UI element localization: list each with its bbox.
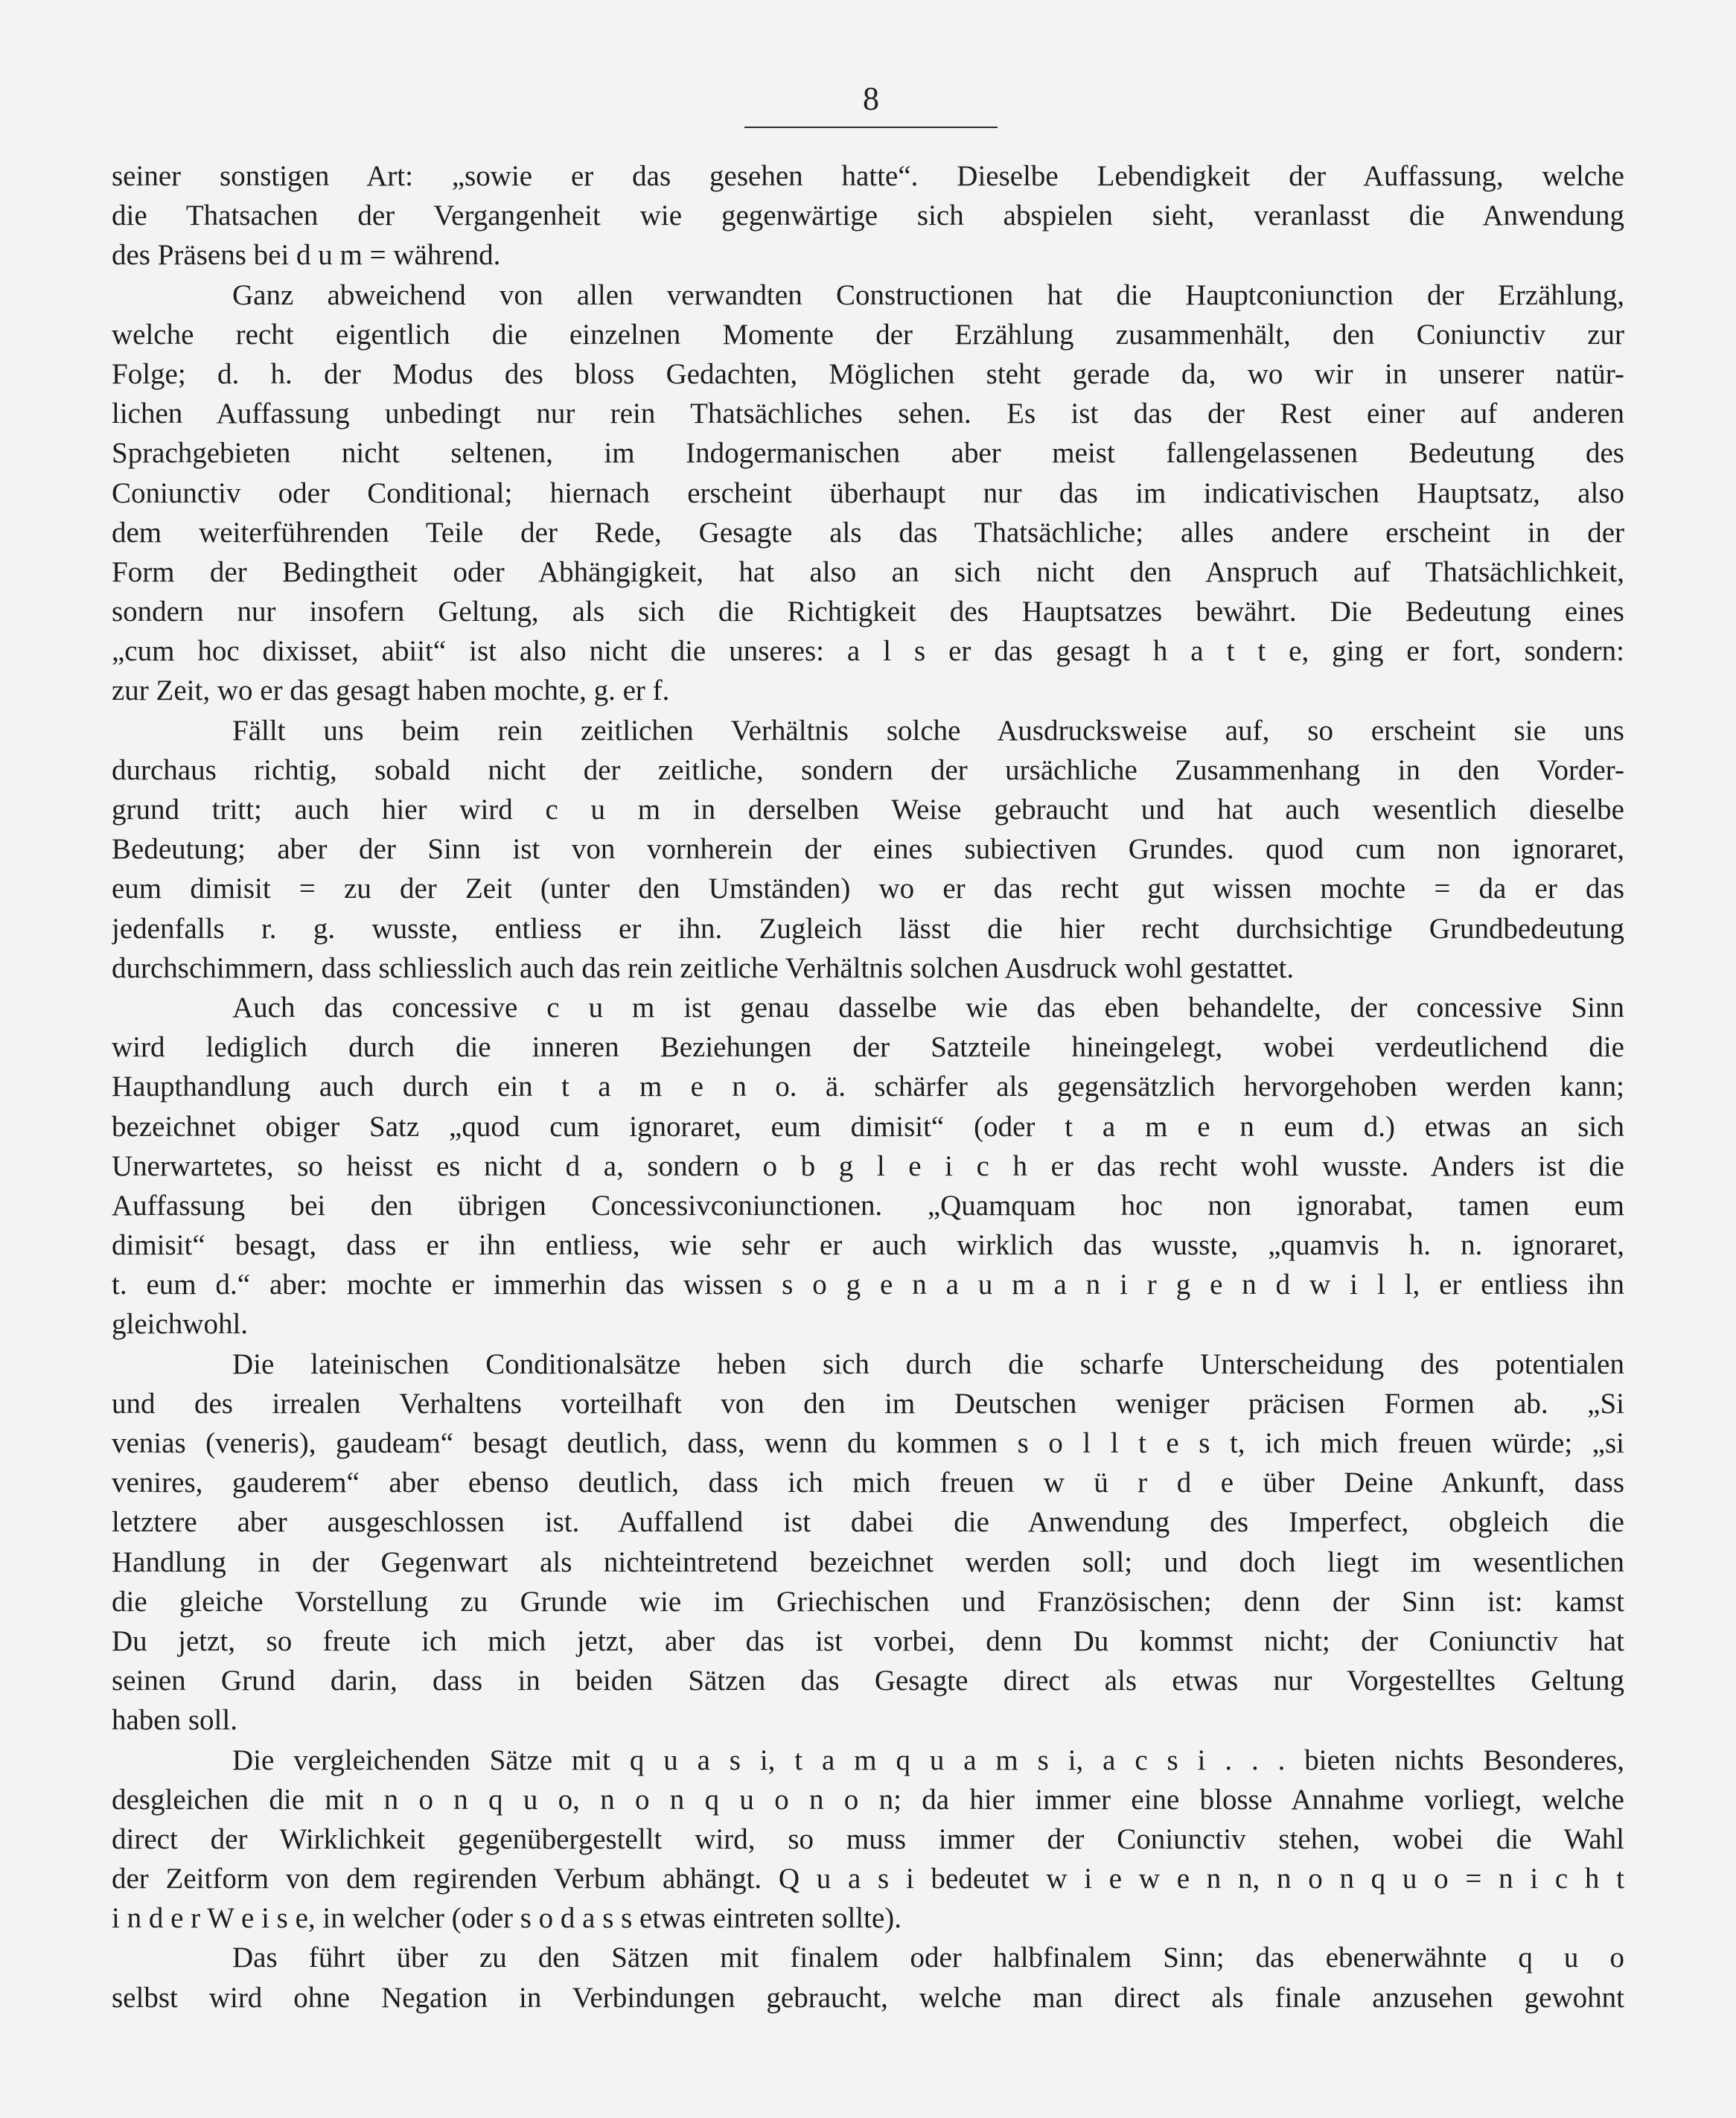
text-line: i n d e r W e i s e, in welcher (oder s o d a s s etwas eintreten sollte). bbox=[112, 1902, 901, 1935]
text-line: des Präsens bei d u m = während. bbox=[112, 239, 501, 272]
text-line: bezeichnet obiger Satz „quod cum ignoraret, eum dimisit“ (oder t a m e n eum d.) etwas an sich bbox=[112, 1110, 1624, 1143]
text-line: zur Zeit, wo er das gesagt haben mochte, g. er f. bbox=[112, 674, 670, 707]
text-line: eum dimisit = zu der Zeit (unter den Umständen) wo er das recht gut wissen mochte = da er das bbox=[112, 873, 1624, 905]
text-line: venias (veneris), gaudeam“ besagt deutlich, dass, wenn du kommen s o l l t e s t, ich mich freuen würde; „si bbox=[112, 1427, 1624, 1459]
text-line: Coniunctiv oder Conditional; hiernach erscheint überhaupt nur das im indicativischen Hauptsatz, also bbox=[112, 476, 1624, 509]
text-line: wird lediglich durch die inneren Beziehungen der Satzteile hineingelegt, wobei verdeutlichend die bbox=[112, 1031, 1624, 1064]
text-line: welche recht eigentlich die einzelnen Momente der Erzählung zusammenhält, den Coniunctiv zur bbox=[112, 318, 1624, 351]
text-line: seiner sonstigen Art: „sowie er das gesehen hatte“. Dieselbe Lebendigkeit der Auffassung, welche bbox=[112, 160, 1624, 192]
text-line: haben soll. bbox=[112, 1704, 237, 1737]
text-line: venires, gauderem“ aber ebenso deutlich, dass ich mich freuen w ü r d e über Deine Ankunft, dass bbox=[112, 1467, 1624, 1499]
text-line: der Zeitform von dem regirenden Verbum abhängt. Q u a s i bedeutet w i e w e n n, n o n q u o = n i c h t bbox=[112, 1863, 1624, 1895]
text-line: gleichwohl. bbox=[112, 1308, 249, 1341]
text-line: durchaus richtig, sobald nicht der zeitliche, sondern der ursächliche Zusammenhang in den Vorder- bbox=[112, 753, 1624, 786]
text-line: Ganz abweichend von allen verwandten Constructionen hat die Hauptconiunction der Erzählung, bbox=[232, 278, 1624, 311]
text-line: Haupthandlung auch durch ein t a m e n o. ä. schärfer als gegensätzlich hervorgehoben werden kann; bbox=[112, 1071, 1624, 1103]
text-line: Du jetzt, so freute ich mich jetzt, aber das ist vorbei, denn Du kommst nicht; der Coniunctiv hat bbox=[112, 1624, 1624, 1657]
text-line: desgleichen die mit n o n q u o, n o n q u o n o n; da hier immer eine blosse Annahme vorliegt, welche bbox=[112, 1783, 1624, 1816]
text-line: letztere aber ausgeschlossen ist. Auffallend ist dabei die Anwendung des Imperfect, obgleich die bbox=[112, 1506, 1624, 1539]
text-line: grund tritt; auch hier wird c u m in derselben Weise gebraucht und hat auch wesentlich dieselbe bbox=[112, 794, 1624, 826]
text-line: Handlung in der Gegenwart als nichteintretend bezeichnet werden soll; und doch liegt im wesentlichen bbox=[112, 1546, 1624, 1578]
text-line: Unerwartetes, so heisst es nicht d a, sondern o b g l e i c h er das recht wohl wusste. Anders ist die bbox=[112, 1149, 1624, 1182]
text-line: „cum hoc dixisset, abiit“ ist also nicht die unseres: a l s er das gesagt h a t t e, ging er fort, sondern: bbox=[112, 635, 1624, 668]
text-line: t. eum d.“ aber: mochte er immerhin das wissen s o g e n a u m a n i r g e n d w i l l, er entliess ihn bbox=[112, 1269, 1624, 1301]
page-number: 8 bbox=[863, 80, 879, 117]
text-line: die gleiche Vorstellung zu Grunde wie im Griechischen und Französischen; denn der Sinn ist: kamst bbox=[112, 1585, 1624, 1618]
text-line: seinen Grund darin, dass in beiden Sätzen das Gesagte direct als etwas nur Vorgestelltes Geltung bbox=[112, 1665, 1624, 1697]
text-line: jedenfalls r. g. wusste, entliess er ihn. Zugleich lässt die hier recht durchsichtige Grundbedeutung bbox=[112, 912, 1624, 945]
text-line: lichen Auffassung unbedingt nur rein Thatsächliches sehen. Es ist das der Rest einer auf anderen bbox=[112, 398, 1624, 430]
text-line: dem weiterführenden Teile der Rede, Gesagte als das Thatsächliche; alles andere erscheint in der bbox=[112, 516, 1624, 549]
text-line: durchschimmern, dass schliesslich auch das rein zeitliche Verhältnis solchen Ausdruck wohl gestattet. bbox=[112, 951, 1295, 984]
text-line: und des irrealen Verhaltens vorteilhaft von den im Deutschen weniger präcisen Formen ab. „Si bbox=[112, 1387, 1624, 1420]
text-line: Folge; d. h. der Modus des bloss Gedachten, Möglichen steht gerade da, wo wir in unserer natür- bbox=[112, 357, 1624, 390]
text-line: direct der Wirklichkeit gegenübergestellt wird, so muss immer der Coniunctiv stehen, wobei die Wahl bbox=[112, 1822, 1624, 1855]
text-line: dimisit“ besagt, dass er ihn entliess, wie sehr er auch wirklich das wusste, „quamvis h. n. ignoraret, bbox=[112, 1229, 1624, 1262]
body-text bbox=[112, 156, 1624, 2017]
text-line: Das führt über zu den Sätzen mit finalem oder halbfinalem Sinn; das ebenerwähnte q u o bbox=[232, 1942, 1624, 1974]
text-line: Bedeutung; aber der Sinn ist von vornherein der eines subiectiven Grundes. quod cum non ignoraret, bbox=[112, 833, 1624, 866]
text-line: Form der Bedingtheit oder Abhängigkeit, hat also an sich nicht den Anspruch auf Thatsächlichkeit, bbox=[112, 555, 1624, 588]
text-line: Sprachgebieten nicht seltenen, im Indogermanischen aber meist fallengelassenen Bedeutung des bbox=[112, 437, 1624, 470]
text-line: selbst wird ohne Negation in Verbindungen gebraucht, welche man direct als finale anzusehen gewohnt bbox=[112, 1981, 1624, 2014]
text-line: die Thatsachen der Vergangenheit wie gegenwärtige sich abspielen sieht, veranlasst die Anwendung bbox=[112, 200, 1624, 232]
text-line: sondern nur insofern Geltung, als sich die Richtigkeit des Hauptsatzes bewährt. Die Bedeutung eines bbox=[112, 596, 1624, 628]
header-rule bbox=[744, 127, 998, 128]
text-line: Die vergleichenden Sätze mit q u a s i, t a m q u a m s i, a c s i . . . bieten nichts Besonderes, bbox=[232, 1744, 1624, 1776]
text-line: Die lateinischen Conditionalsätze heben sich durch die scharfe Unterscheidung des potentialen bbox=[232, 1347, 1624, 1380]
text-line: Fällt uns beim rein zeitlichen Verhältnis solche Ausdrucksweise auf, so erscheint sie uns bbox=[232, 714, 1624, 747]
text-line: Auffassung bei den übrigen Concessivconiunctionen. „Quamquam hoc non ignorabat, tamen eum bbox=[112, 1189, 1624, 1222]
text-line: Auch das concessive c u m ist genau dasselbe wie das eben behandelte, der concessive Sinn bbox=[232, 991, 1624, 1024]
